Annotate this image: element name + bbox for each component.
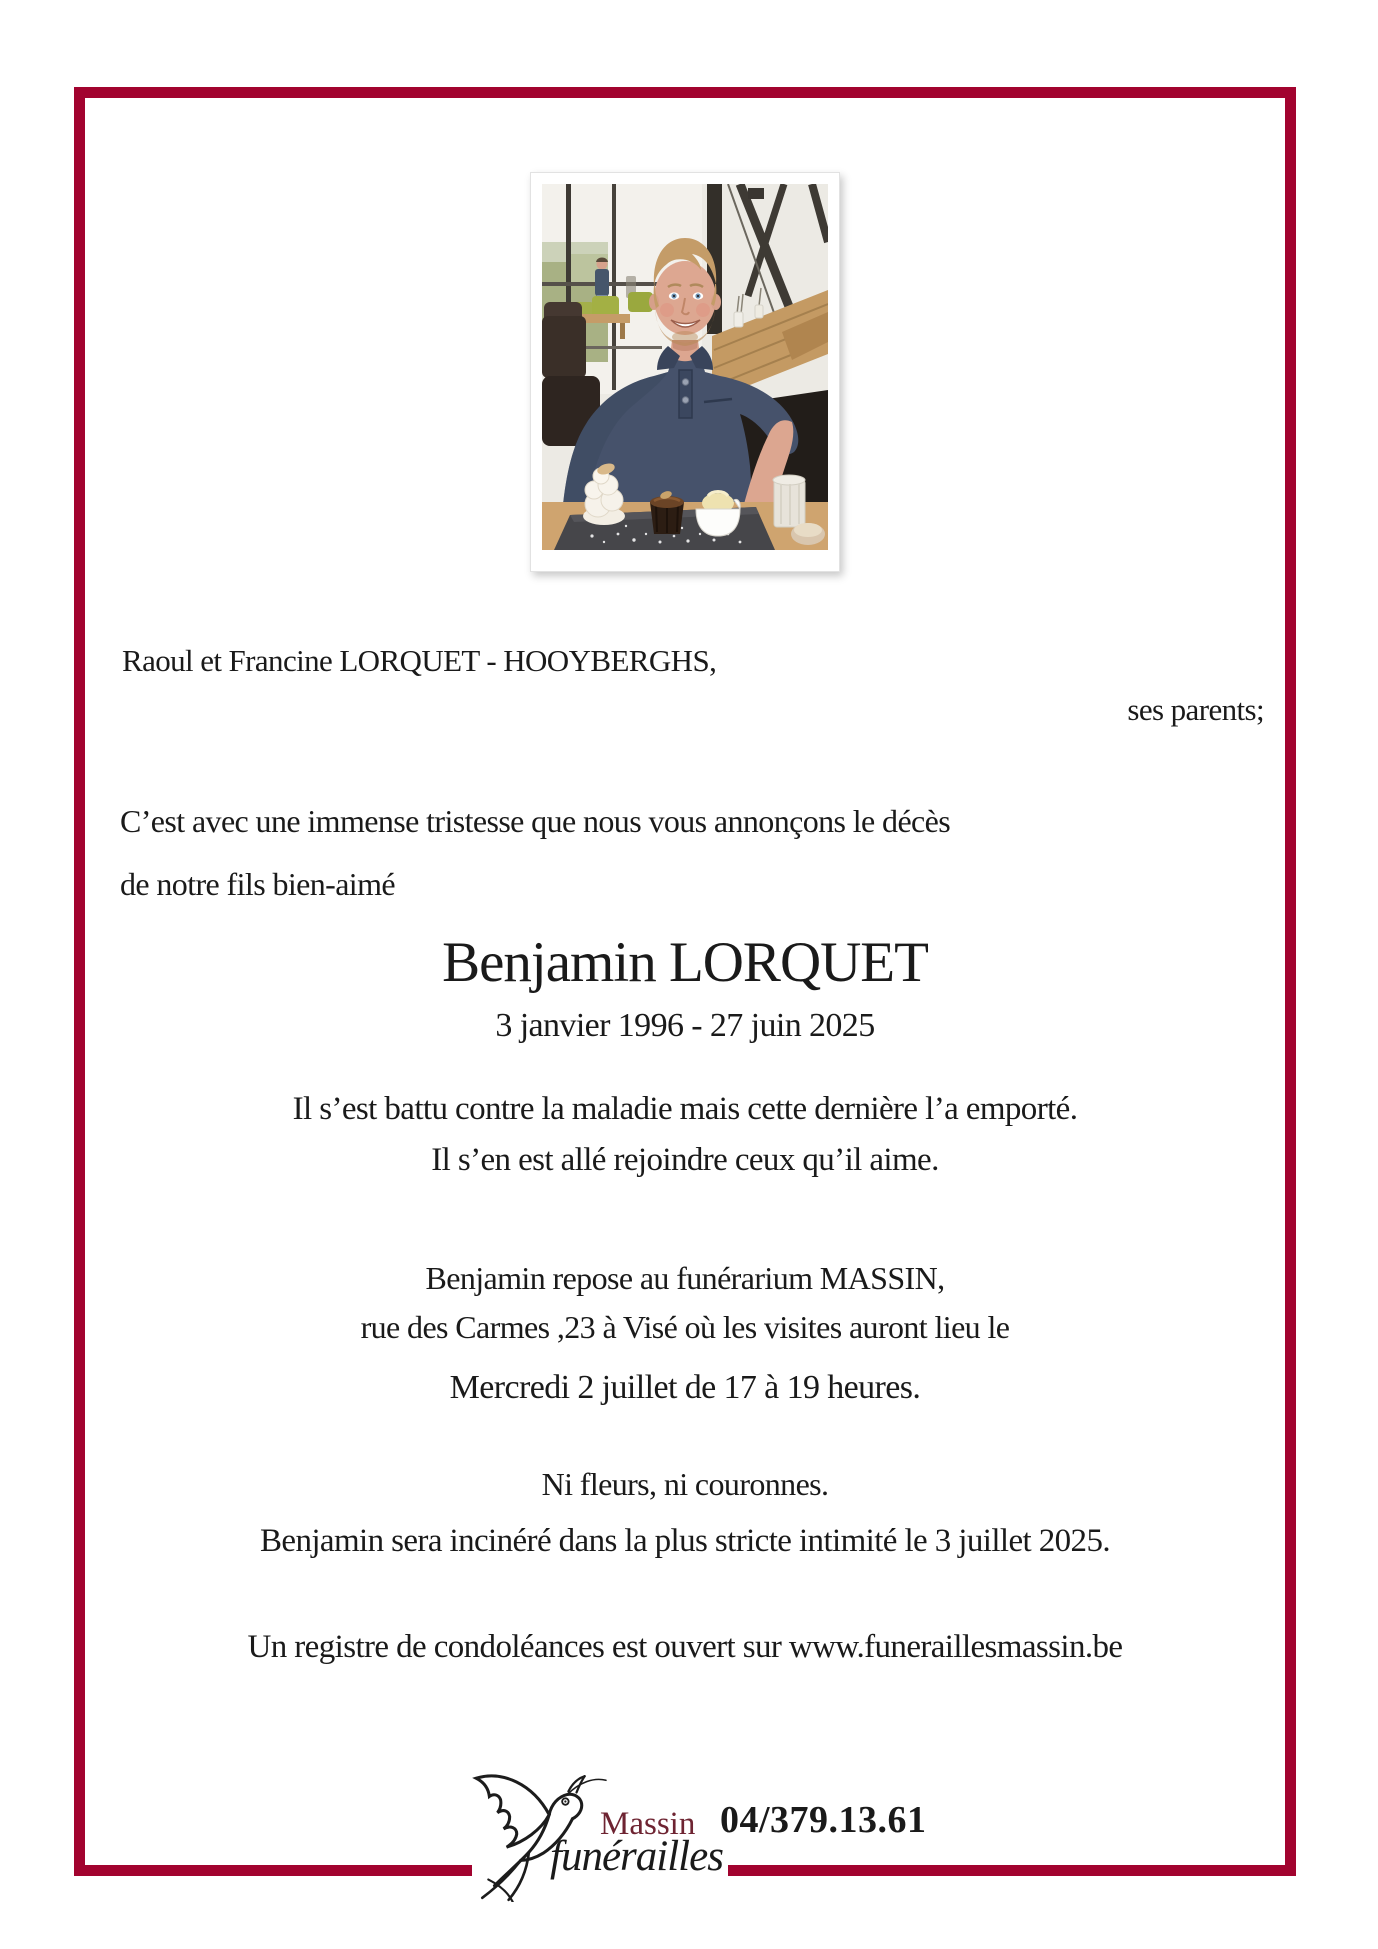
intro-line-2: de notre fils bien-aimé: [120, 866, 395, 902]
parents-line: Raoul et Francine LORQUET - HOOYBERGHS,: [122, 643, 717, 678]
brand-subtitle: funérailles: [550, 1833, 723, 1880]
tribute-line-2: Il s’en est allé rejoindre ceux qu’il aime.: [431, 1142, 939, 1178]
visit-schedule-line: Mercredi 2 juillet de 17 à 19 heures.: [449, 1369, 921, 1406]
cremation-line: Benjamin sera incinéré dans la plus stricte intimité le 3 juillet 2025.: [259, 1523, 1110, 1559]
portrait-photo: [542, 184, 828, 550]
parents-role-line: ses parents;: [1127, 692, 1264, 727]
repose-line-2: rue des Carmes ,23 à Visé où les visites auront lieu le: [360, 1309, 1010, 1345]
condolence-register-line: Un registre de condoléances est ouvert sur www.funeraillesmassin.be: [247, 1629, 1123, 1665]
tribute-line-1: Il s’est battu contre la maladie mais cette dernière l’a emporté.: [292, 1091, 1078, 1127]
brand-name: Massin: [600, 1806, 696, 1842]
deceased-name: Benjamin LORQUET: [442, 931, 928, 994]
portrait-photo-card: [530, 172, 840, 572]
flowers-line: Ni fleurs, ni couronnes.: [541, 1466, 829, 1502]
intro-line-1: C’est avec une immense tristesse que nous vous annonçons le décès: [120, 803, 951, 839]
repose-line-1: Benjamin repose au funérarium MASSIN,: [425, 1260, 945, 1296]
birth-death-dates: 3 janvier 1996 - 27 juin 2025: [495, 1007, 875, 1044]
phone-number: 04/379.13.61: [720, 1799, 927, 1841]
